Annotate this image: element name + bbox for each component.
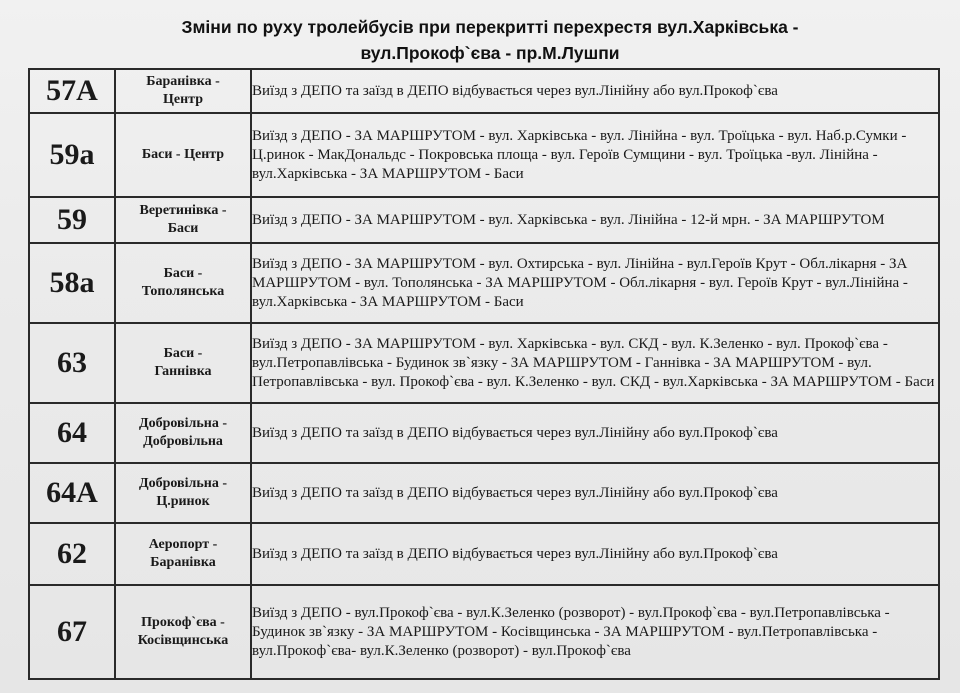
- route-name-line-2: Косівщинська: [137, 633, 229, 648]
- route-number: 58а: [29, 243, 115, 323]
- route-name-line-1: Баранівка -: [146, 74, 220, 89]
- route-row: [29, 323, 939, 403]
- route-name-line-1: Баси - Центр: [141, 147, 225, 162]
- route-description: Виїзд з ДЕПО та заїзд в ДЕПО відбувається через вул.Лінійну або вул.Прокоф`єва: [251, 463, 939, 523]
- route-name-line-2: Баси: [167, 221, 199, 236]
- route-number: 59а: [29, 113, 115, 197]
- routes-table-body: [29, 69, 939, 679]
- route-name-line-1: Добровільна -: [138, 416, 227, 431]
- route-name-line-2: Центр: [162, 92, 203, 107]
- route-row: [29, 243, 939, 323]
- route-name-line-2: Ц.ринок: [156, 494, 210, 509]
- route-name: [115, 69, 251, 113]
- route-name: [115, 113, 251, 197]
- route-name: [115, 323, 251, 403]
- route-row: [29, 69, 939, 113]
- route-name: [115, 243, 251, 323]
- route-name-line-1: Добровільна -: [138, 476, 227, 491]
- route-number: 57А: [29, 69, 115, 113]
- route-description: Виїзд з ДЕПО та заїзд в ДЕПО відбувається через вул.Лінійну або вул.Прокоф`єва: [251, 403, 939, 463]
- route-number: 64А: [29, 463, 115, 523]
- route-description: Виїзд з ДЕПО - вул.Прокоф`єва - вул.К.Зеленко (розворот) - вул.Прокоф`єва - вул.Петропавлівська - Будинок зв`язку - ЗА МАРШРУТОМ - Косівщинська - ЗА МАРШРУТОМ - вул.Петропавлівська - вул.Прокоф`єва- вул.К.Зеленко (розворот) - вул.Прокоф`єва: [251, 585, 939, 679]
- route-row: [29, 463, 939, 523]
- route-name: [115, 197, 251, 243]
- route-name-line-2: Добровільна: [143, 434, 223, 449]
- route-number: 62: [29, 523, 115, 585]
- title-line-1: Зміни по руху тролейбусів при перекритті перехрестя вул.Харківська -: [181, 17, 799, 37]
- route-row: [29, 197, 939, 243]
- route-row: [29, 585, 939, 679]
- route-name: [115, 403, 251, 463]
- route-name-line-1: Баси -: [163, 266, 203, 281]
- route-row: [29, 523, 939, 585]
- route-name-line-1: Баси -: [163, 346, 203, 361]
- route-name-line-1: Аеропорт -: [148, 537, 218, 552]
- route-description: Виїзд з ДЕПО та заїзд в ДЕПО відбувається через вул.Лінійну або вул.Прокоф`єва: [251, 523, 939, 585]
- route-name-line-2: Тополянська: [141, 284, 225, 299]
- route-description: Виїзд з ДЕПО - ЗА МАРШРУТОМ - вул. Харківська - вул. Лінійна - вул. Троїцька - вул. Наб.р.Сумки - Ц.ринок - МакДональдс - Покровська площа - вул. Героїв Сумщини - вул. Троїцька -вул. Лінійна - вул.Харківська - ЗА МАРШРУТОМ - Баси: [251, 113, 939, 197]
- route-description: Виїзд з ДЕПО - ЗА МАРШРУТОМ - вул. Охтирська - вул. Лінійна - вул.Героїв Крут - Обл.лікарня - ЗА МАРШРУТОМ - вул. Тополянська - ЗА МАРШРУТОМ - Обл.лікарня - вул. Героїв Крут - вул.Лінійна - вул.Харківська - ЗА МАРШРУТОМ - Баси: [251, 243, 939, 323]
- route-name-line-2: Ганнівка: [154, 364, 212, 379]
- routes-table: [28, 68, 940, 680]
- route-name-line-1: Веретинівка -: [139, 203, 227, 218]
- route-description: Виїзд з ДЕПО - ЗА МАРШРУТОМ - вул. Харківська - вул. Лінійна - 12-й мрн. - ЗА МАРШРУТОМ: [251, 197, 939, 243]
- document-title: [60, 14, 920, 66]
- route-number: 64: [29, 403, 115, 463]
- route-name: [115, 463, 251, 523]
- route-number: 67: [29, 585, 115, 679]
- route-name: [115, 523, 251, 585]
- route-description: Виїзд з ДЕПО та заїзд в ДЕПО відбувається через вул.Лінійну або вул.Прокоф`єва: [251, 69, 939, 113]
- route-name-line-2: Баранівка: [150, 555, 216, 570]
- route-name: [115, 585, 251, 679]
- route-row: [29, 403, 939, 463]
- title-line-2: вул.Прокоф`єва - пр.М.Лушпи: [360, 43, 620, 63]
- route-row: [29, 113, 939, 197]
- route-number: 59: [29, 197, 115, 243]
- route-name-line-1: Прокоф`єва -: [141, 615, 225, 630]
- route-description: Виїзд з ДЕПО - ЗА МАРШРУТОМ - вул. Харківська - вул. СКД - вул. К.Зеленко - вул. Прокоф`єва - вул.Петропавлівська - Будинок зв`язку - ЗА МАРШРУТОМ - Ганнівка - ЗА МАРШРУТОМ - вул. Петропавлівська - вул. Прокоф`єва - вул. К.Зеленко - вул. СКД - вул.Харківська - ЗА МАРШРУТОМ - Баси: [251, 323, 939, 403]
- route-number: 63: [29, 323, 115, 403]
